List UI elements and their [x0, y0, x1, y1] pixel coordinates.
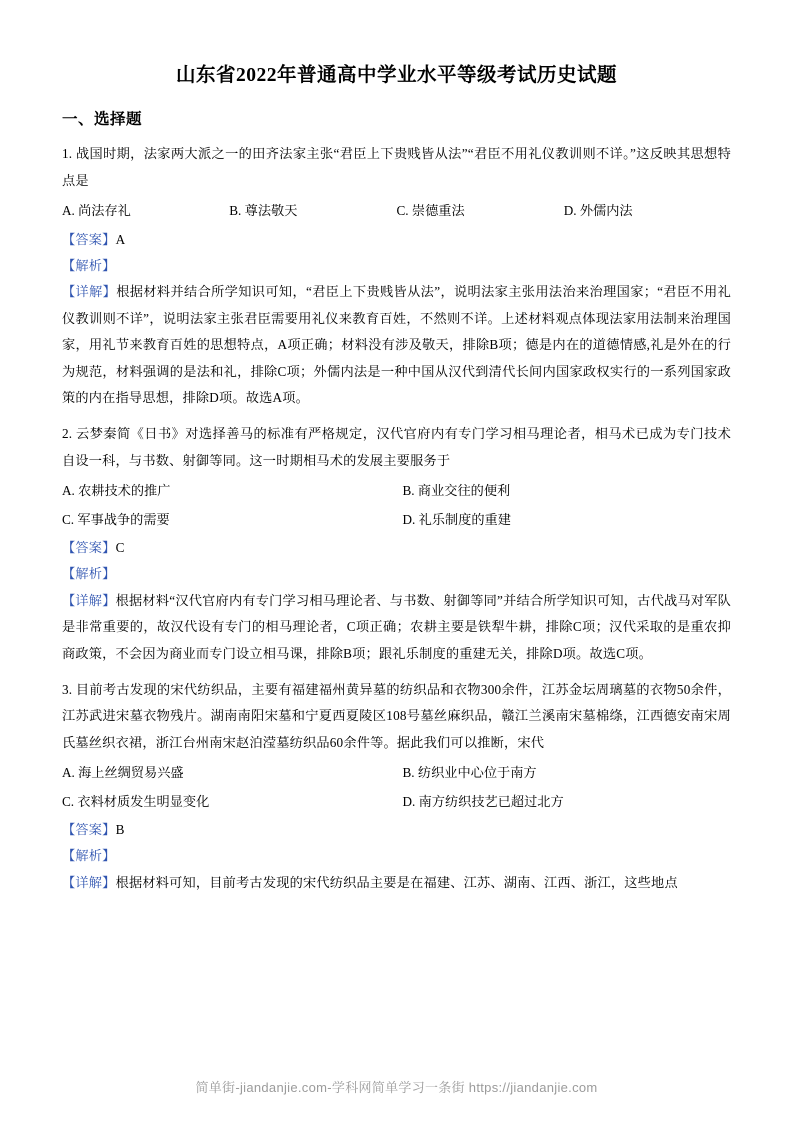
section-heading: 一、选择题: [62, 111, 143, 129]
answer-line: [62, 227, 731, 253]
answer-line: [62, 535, 731, 561]
options-row: [62, 789, 731, 815]
option-c[interactable]: C. 军事战争的需要: [62, 511, 170, 527]
option-d[interactable]: D. 南方纺织技艺已超过北方: [402, 793, 564, 809]
question-block: [62, 141, 731, 411]
option-a[interactable]: A. 尚法存礼: [62, 203, 131, 219]
detail-paragraph: [62, 588, 731, 667]
question-block: [62, 677, 731, 896]
page-title: 山东省2022年普通高中学业水平等级考试历史试题: [175, 65, 617, 86]
page-footer: 简单街-jiandanjie.com-学科网简单学习一条街 https://jiandanjie.com: [195, 1080, 598, 1095]
detail-label: 【详解】: [62, 284, 117, 300]
answer-label: 【答案】: [62, 539, 116, 555]
option-b[interactable]: B. 纺织业中心位于南方: [402, 765, 537, 781]
answer-value: C: [115, 539, 125, 555]
detail-paragraph: [62, 279, 731, 411]
answer-value: B: [115, 822, 125, 838]
options-row: [62, 198, 731, 224]
analysis-line: [62, 561, 731, 587]
detail-text: 根据材料可知，目前考古发现的宋代纺织品主要是在福建、江苏、湖南、江西、浙江，这些地点: [115, 874, 678, 890]
option-b[interactable]: B. 商业交往的便利: [402, 483, 511, 499]
analysis-label: 【解析】: [62, 848, 116, 864]
option-a[interactable]: A. 海上丝绸贸易兴盛: [62, 765, 184, 781]
question-block: [62, 421, 731, 667]
answer-label: 【答案】: [62, 231, 116, 247]
option-c[interactable]: C. 崇德重法: [396, 203, 465, 219]
options-row: [62, 760, 731, 786]
option-b[interactable]: B. 尊法敬天: [229, 203, 298, 219]
option-d[interactable]: D. 礼乐制度的重建: [402, 511, 511, 527]
option-a[interactable]: A. 农耕技术的推广: [62, 483, 171, 499]
analysis-line: [62, 843, 731, 869]
analysis-label: 【解析】: [62, 566, 116, 582]
analysis-label: 【解析】: [62, 257, 116, 273]
options-row: [62, 507, 731, 533]
answer-value: A: [115, 231, 126, 247]
detail-paragraph: [62, 870, 731, 896]
detail-text: 根据材料“汉代官府内有专门学习相马理论者、与书数、射御等同”并结合所学知识可知，古代战马对军队是非常重要的，故汉代设有专门的相马理论者，C项正确；农耕主要是铁犁牛耕，排除C项；汉代采取的是重农抑商政策，不会因为商业而专门设立相马课，排除B项；跟礼乐制度的重建无关，排除D项。故选C项。: [62, 592, 731, 661]
analysis-line: [62, 253, 731, 279]
options-row: [62, 478, 731, 504]
option-c[interactable]: C. 衣料材质发生明显变化: [62, 793, 210, 809]
question-stem: 3. 目前考古发现的宋代纺织品，主要有福建福州黄异墓的纺织品和衣物300余件，江苏金坛周璃墓的衣物50余件，江苏武进宋墓衣物残片。湖南南阳宋墓和宁夏西夏陵区108号墓丝麻织品，赣江兰溪南宋墓棉绦，江西德安南宋周氏墓丝织衣裙，浙江台州南宋赵泊滢墓纺织品60余件等。据此我们可以推断，宋代: [62, 682, 731, 750]
detail-text: 根据材料并结合所学知识可知，“君臣上下贵贱皆从法”，说明法家主张用法治来治理国家；“君臣不用礼仪教训则不详”，说明法家主张君臣需要用礼仪来教育百姓，不然则不详。上述材料观点体现法家用法制来治理国家，用礼节来教育百姓的思想特点，A项正确；材料没有涉及敬天，排除B项；德是内在的道德情感,礼是外在的行为规范，材料强调的是法和礼，排除C项；外儒内法是一种中国从汉代到清代长间内国家政权实行的一系列国家政策的内在指导思想，排除D项。故选A项。: [62, 284, 731, 405]
question-stem: 1. 战国时期，法家两大派之一的田齐法家主张“君臣上下贵贱皆从法”“君臣不用礼仪教训则不详。”这反映其思想特点是: [62, 146, 731, 188]
answer-label: 【答案】: [62, 822, 116, 838]
question-stem: 2. 云梦秦简《日书》对选择善马的标准有严格规定，汉代官府内有专门学习相马理论者，相马术已成为专门技术自设一科，与书数、射御等同。这一时期相马术的发展主要服务于: [62, 426, 731, 468]
answer-line: [62, 817, 731, 843]
option-d[interactable]: D. 外儒内法: [563, 203, 633, 219]
detail-label: 【详解】: [62, 874, 116, 890]
detail-label: 【详解】: [62, 592, 116, 608]
